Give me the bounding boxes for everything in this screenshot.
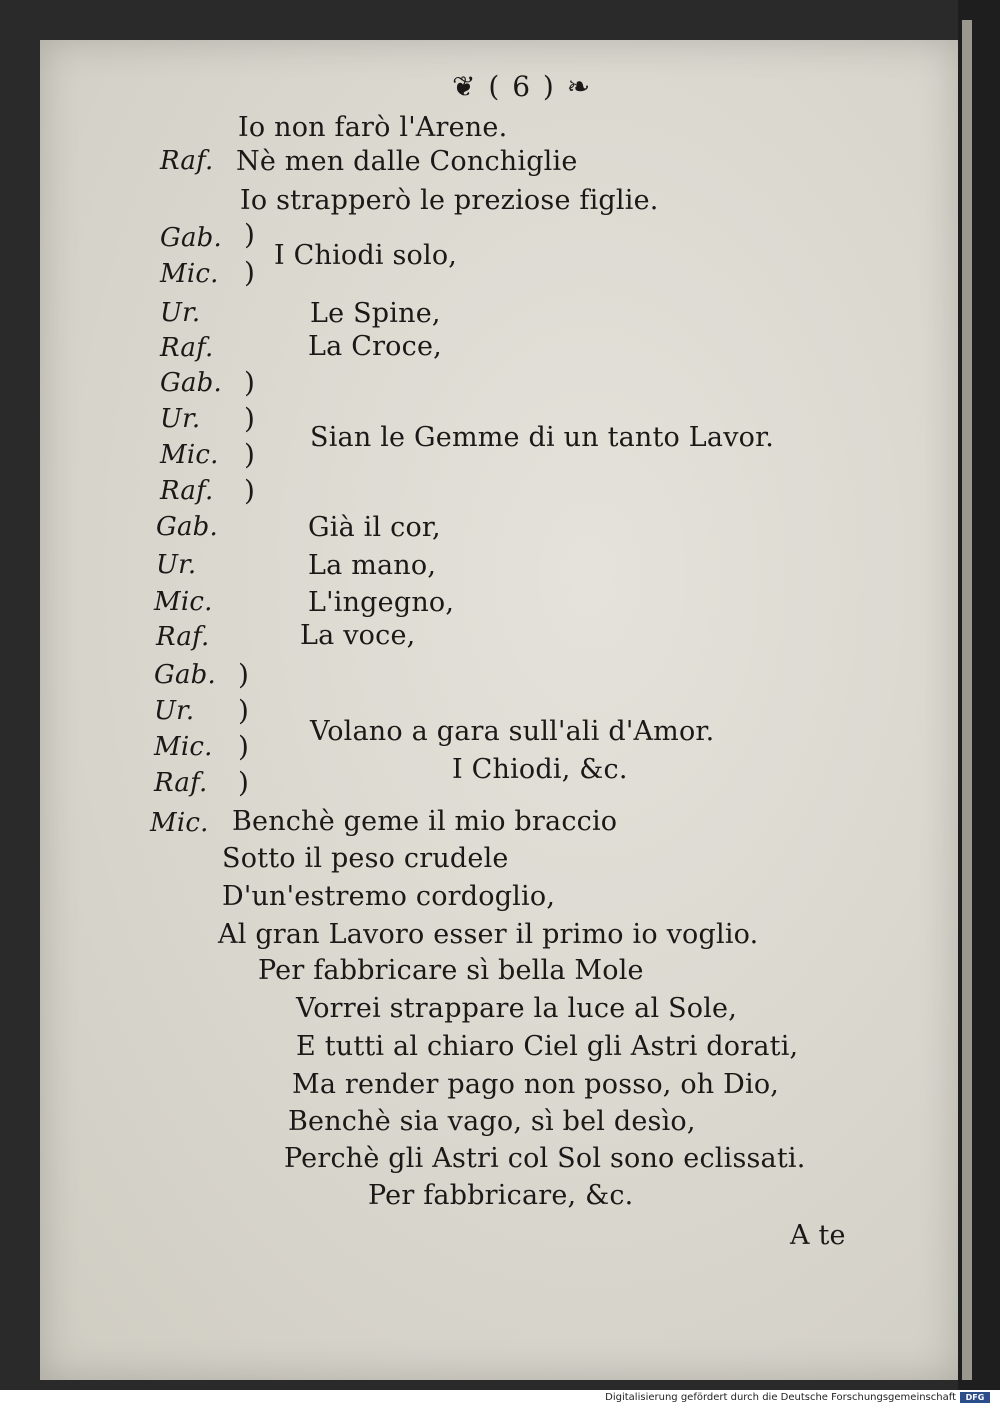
speaker-label: Raf.: [160, 146, 214, 176]
verse-line: La voce,: [300, 620, 416, 651]
speaker-label: Mic.: [154, 732, 213, 762]
verse-line: Già il cor,: [308, 512, 441, 543]
verse-line: Benchè sia vago, sì bel desìo,: [288, 1106, 696, 1137]
speaker-label: Mic.: [160, 440, 219, 470]
catchword: A te: [790, 1220, 846, 1251]
speaker-label: Gab.: [160, 223, 222, 253]
verse-line: I Chiodi solo,: [274, 240, 458, 271]
brace-mark: ): [244, 366, 256, 399]
facing-page-edge: [962, 20, 972, 1380]
verse-line: D'un'estremo cordoglio,: [222, 881, 556, 912]
ornament-left-icon: ❦: [452, 70, 478, 103]
speaker-label: Raf.: [160, 476, 214, 506]
speaker-label: Ur.: [160, 298, 201, 328]
brace-mark: ): [238, 694, 250, 727]
speaker-label: Mic.: [160, 259, 219, 289]
speaker-label: Raf.: [154, 768, 208, 798]
verse-line: Sian le Gemme di un tanto Lavor.: [310, 422, 775, 453]
verse-line: Benchè geme il mio braccio: [232, 806, 618, 837]
page-number: [452, 70, 592, 103]
verse-line: Per fabbricare, &c.: [368, 1180, 634, 1211]
verse-line: E tutti al chiaro Ciel gli Astri dorati,: [296, 1031, 799, 1062]
verse-line: Io strapperò le preziose figlie.: [240, 185, 659, 216]
brace-mark: ): [244, 438, 256, 471]
speaker-label: Mic.: [150, 808, 209, 838]
speaker-label: Gab.: [160, 368, 222, 398]
verse-line: Perchè gli Astri col Sol sono eclissati.: [284, 1143, 806, 1174]
speaker-label: Gab.: [154, 660, 216, 690]
speaker-label: Ur.: [160, 404, 201, 434]
dfg-logo: DFG: [960, 1392, 990, 1403]
verse-line: Nè men dalle Conchiglie: [236, 146, 578, 177]
brace-mark: ): [238, 658, 250, 691]
verse-line: Per fabbricare sì bella Mole: [258, 955, 644, 986]
brace-mark: ): [244, 218, 256, 251]
speaker-label: Ur.: [154, 696, 195, 726]
verse-line: Al gran Lavoro esser il primo io voglio.: [218, 919, 759, 950]
speaker-label: Gab.: [156, 512, 218, 542]
brace-mark: ): [244, 402, 256, 435]
footer-credit: Digitalisierung gefördert durch die Deutsche Forschungsgemeinschaft: [605, 1392, 956, 1403]
verse-line: Io non farò l'Arene.: [238, 112, 508, 143]
page-number-text: ( 6 ): [488, 70, 556, 103]
verse-line: Vorrei strappare la luce al Sole,: [296, 993, 738, 1024]
ornament-right-icon: ❧: [566, 70, 593, 103]
brace-mark: ): [238, 730, 250, 763]
verse-line: Volano a gara sull'ali d'Amor.: [310, 716, 715, 747]
verse-line: Ma render pago non posso, oh Dio,: [292, 1069, 780, 1100]
verse-line: I Chiodi, &c.: [452, 754, 628, 785]
brace-mark: ): [244, 474, 256, 507]
verse-line: Le Spine,: [310, 298, 441, 329]
speaker-label: Raf.: [160, 333, 214, 363]
brace-mark: ): [244, 256, 256, 289]
speaker-label: Raf.: [156, 622, 210, 652]
speaker-label: Mic.: [154, 587, 213, 617]
verse-line: Sotto il peso crudele: [222, 843, 509, 874]
speaker-label: Ur.: [156, 550, 197, 580]
verse-line: La mano,: [308, 550, 437, 581]
verse-line: L'ingegno,: [308, 587, 455, 618]
verse-line: La Croce,: [308, 331, 442, 362]
brace-mark: ): [238, 766, 250, 799]
